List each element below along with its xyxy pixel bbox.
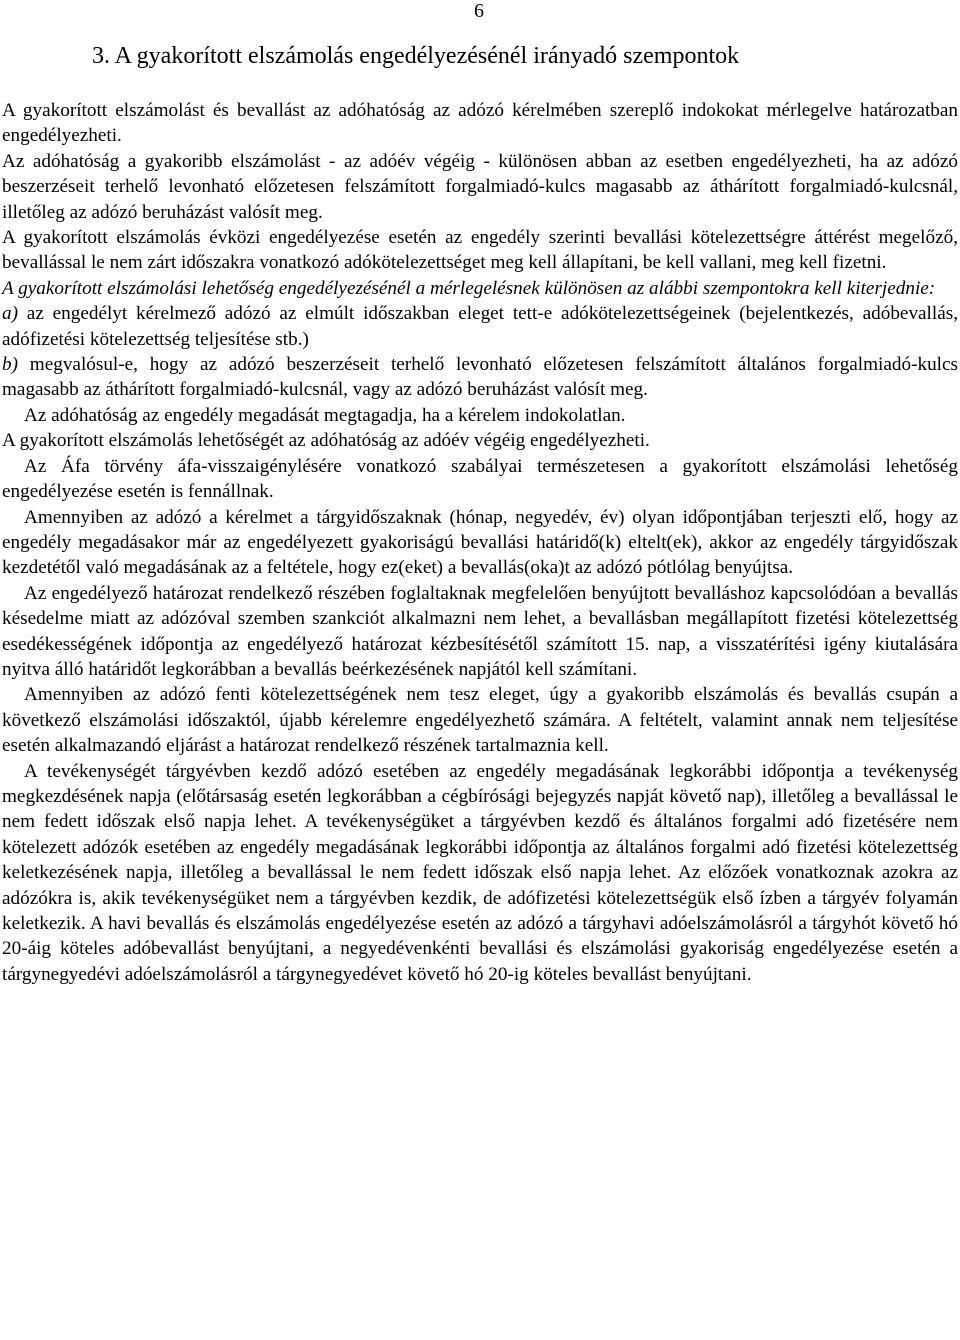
section-heading: 3. A gyakorított elszámolás engedélyezésénél irányadó szempontok <box>92 43 740 69</box>
paragraph-late-request: Amennyiben az adózó a kérelmet a tárgyidőszaknak (hónap, negyedév, év) olyan időpontjában terjeszti elő, hogy az engedély megadásakor már az engedélyezett gyakoriságú bevallási határidő(k) eltelt(ek), akkor az engedély tárgyidőszak kezdetétől való megadásának az a feltétele, hogy ez(eket) a bevallás(oka)t az adózó pótlólag benyújtsa. <box>2 506 958 579</box>
criterion-b-label: b) <box>2 354 18 376</box>
paragraph-new-activity: A tevékenységét tárgyévben kezdő adózó esetében az engedély megadásának legkorábbi időpontja a tevékenység megkezdésének napja (előtársaság esetén legkorábban a cégbírósági bejegyzés napját követő nap), illetőleg a bevallással le nem fedett időszak első napja lehet. A tevékenységüket a tárgyévben kezdő és általános forgalmi adó fizetésére nem kötelezett adózók esetében az engedély megadásának legkorábbi időpontja az általános forgalmi adó fizetési kötelezettség keletkezésének napja, illetőleg a bevallással le nem fedett időszak első napja lehet. Az előzőek vonatkoznak azokra az adózókra is, akik tevékenységüket nem a tárgyévben kezdik, de adófizetési kötelezettségük első ízben a tárgyév folyamán keletkezik. A havi bevallás és elszámolás engedélyezése esetén az adózó a tárgyhavi adóelszámolásról a tárgyhót követő hó 20-áig köteles adóbevallást benyújtani, a negyedévenkénti bevallási és elszámolási gyakoriság engedélyezése esetén a tárgynegyedévi adóelszámolásról a tárgynegyedévet követő hó 20-ig köteles bevallást benyújtani. <box>2 760 958 985</box>
paragraph-refusal: Az adóhatóság az engedély megadását megtagadja, ha a kérelem indokolatlan. <box>24 404 626 426</box>
document-body <box>2 98 958 987</box>
paragraph-frequent-settlement: Az adóhatóság a gyakoribb elszámolást - az adóév végéig - különösen abban az esetben engedélyezheti, ha az adózó beszerzéseit terhelő levonható előzetesen felszámított forgalmiadó-kulcs magasabb az áthárított forgalmiadó-kulcsnál, illetőleg az adózó beruházást valósít meg. <box>2 150 958 223</box>
criterion-b-text: megvalósul-e, hogy az adózó beszerzéseit terhelő levonható előzetesen felszámított általános forgalmiadó-kulcs magasabb az áthárított forgalmiadó-kulcsnál, vagy az adózó beruházást valósít meg. <box>2 354 958 401</box>
criterion-b <box>2 352 958 403</box>
paragraph-vat-refund: Az Áfa törvény áfa-visszaigénylésére vonatkozó szabályai természetesen a gyakorított elszámolási lehetőség engedélyezése esetén is fennállnak. <box>2 455 958 503</box>
criterion-a-text: az engedélyt kérelmező adózó az elmúlt időszakban eleget tett-e adókötelezettségeinek (bejelentkezés, adóbevallás, adófizetési kötelezettség teljesítése stb.) <box>2 303 958 350</box>
paragraph-no-sanction: Az engedélyező határozat rendelkező részében foglaltaknak megfelelően benyújtott bevalláshoz kapcsolódóan a bevallás késedelme miatt az adózóval szemben szankciót alkalmazni nem lehet, a bevallásban megállapított fizetési kötelezettség esedékességének időpontja az engedélyező határozat kézbesítésétől számított 15. nap, a visszatérítési igény kiutalására nyitva álló határidőt legkorábban a bevallás beérkezésének napjától kell számítani. <box>2 582 958 680</box>
paragraph-deadline: A gyakorított elszámolás lehetőségét az adóhatóság az adóév végéig engedélyezheti. <box>2 430 650 452</box>
paragraph-criteria-intro: A gyakorított elszámolási lehetőség engedélyezésénél a mérlegelésnek különösen az alábbi szempontokra kell kiterjednie: <box>2 277 936 299</box>
paragraph-midyear-permission: A gyakorított elszámolás évközi engedélyezése esetén az engedély szerinti bevallási kötelezettségre áttérést megelőző, bevallással le nem zárt időszakra vonatkozó adókötelezettséget meg kell állapítani, be kell vallani, meg kell fizetni. <box>2 227 958 274</box>
criterion-a-label: a) <box>2 303 18 325</box>
criterion-a <box>2 301 958 352</box>
page-number: 6 <box>474 0 484 22</box>
paragraph-request-assessment: A gyakorított elszámolást és bevallást az adóhatóság az adózó kérelmében szereplő indokokat mérlegelve határozatban engedélyezheti. <box>2 100 958 147</box>
paragraph-non-compliance: Amennyiben az adózó fenti kötelezettségének nem tesz eleget, úgy a gyakoribb elszámolás és bevallás csupán a következő elszámolási időszaktól, újabb kérelemre engedélyezhető számára. A feltételt, valamint annak nem teljesítése esetén alkalmazandó eljárást a határozat rendelkező részének tartalmaznia kell. <box>2 684 958 757</box>
